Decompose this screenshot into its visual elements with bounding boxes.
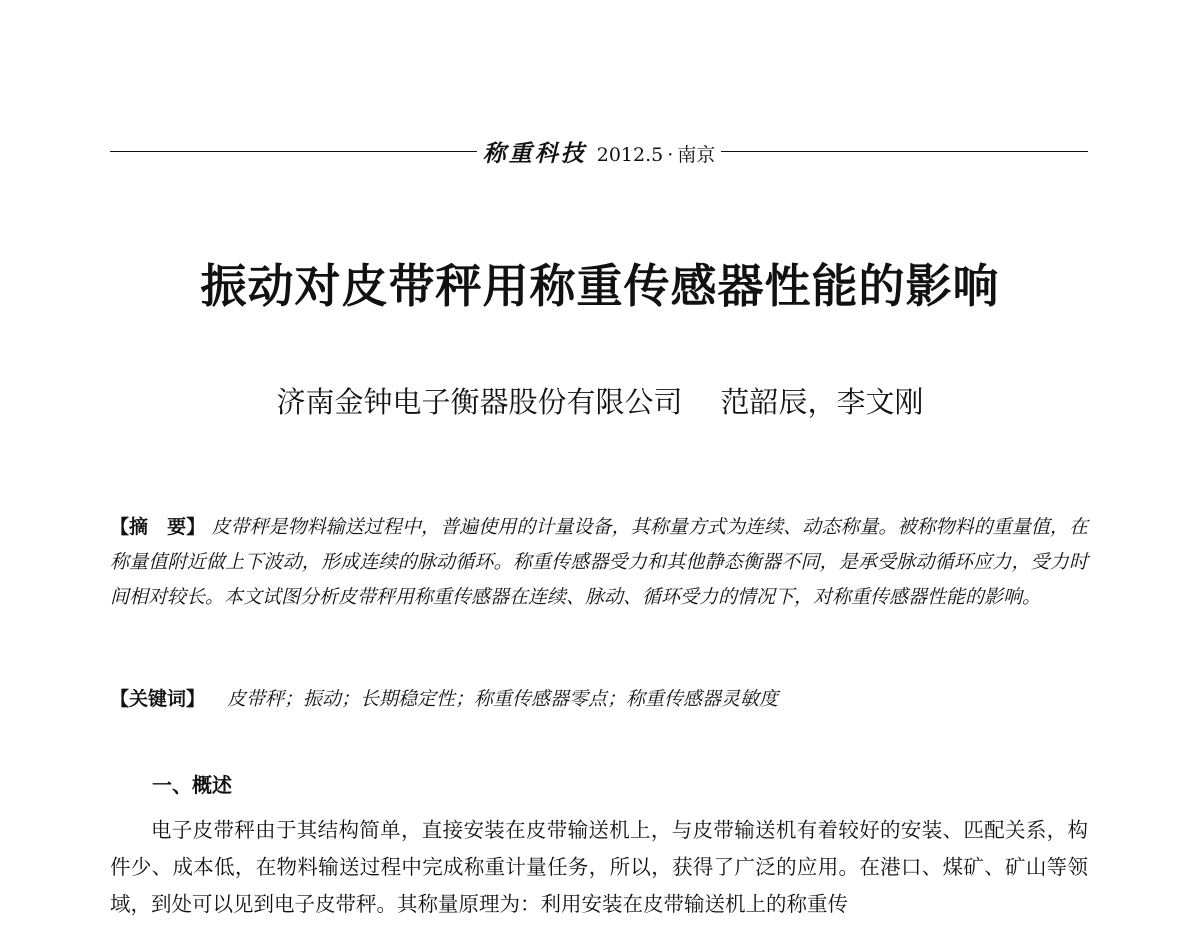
paper-title: 振动对皮带秤用称重传感器性能的影响 (200, 259, 1000, 313)
city: 南京 (677, 143, 716, 166)
affiliation: 济南金钟电子衡器股份有限公司 (276, 385, 683, 419)
header-separator: · (667, 143, 674, 166)
header-rule-right (721, 151, 1088, 152)
abstract (110, 510, 1088, 615)
header-text (477, 135, 722, 168)
author-names: 范韶辰，李文刚 (720, 385, 924, 419)
keywords-text: 皮带秤；振动；长期稳定性；称重传感器零点；称重传感器灵敏度 (227, 688, 779, 710)
author-line (0, 382, 1200, 422)
section-body (110, 812, 1088, 923)
issue-number: 2012.5 (596, 143, 664, 166)
keywords-label: 【关键词】 (110, 688, 206, 710)
body-paragraph: 电子皮带秤由于其结构简单，直接安装在皮带输送机上，与皮带输送机有着较好的安装、匹配关系，构件少、成本低，在物料输送过程中完成称重计量任务，所以，获得了广泛的应用。在港口、煤矿、矿山等领域，到处可以见到电子皮带秤。其称量原理为：利用安装在皮带输送机上的称重传 (110, 818, 1088, 916)
keywords (110, 684, 1088, 714)
header-rule-left (110, 151, 477, 152)
section-heading: 一、概述 (152, 773, 232, 797)
abstract-text: 皮带秤是物料输送过程中，普遍使用的计量设备，其称量方式为连续、动态称量。被称物料的重量值，在称量值附近做上下波动，形成连续的脉动循环。称重传感器受力和其他静态衡器不同，是承受脉动循环应力，受力时间相对较长。本文试图分析皮带秤用称重传感器在连续、脉动、循环受力的情况下，对称重传感器性能的影响。 (110, 516, 1088, 608)
journal-name: 称重科技 (482, 139, 587, 167)
running-header (110, 133, 1088, 169)
abstract-label: 【摘 要】 (110, 516, 206, 538)
